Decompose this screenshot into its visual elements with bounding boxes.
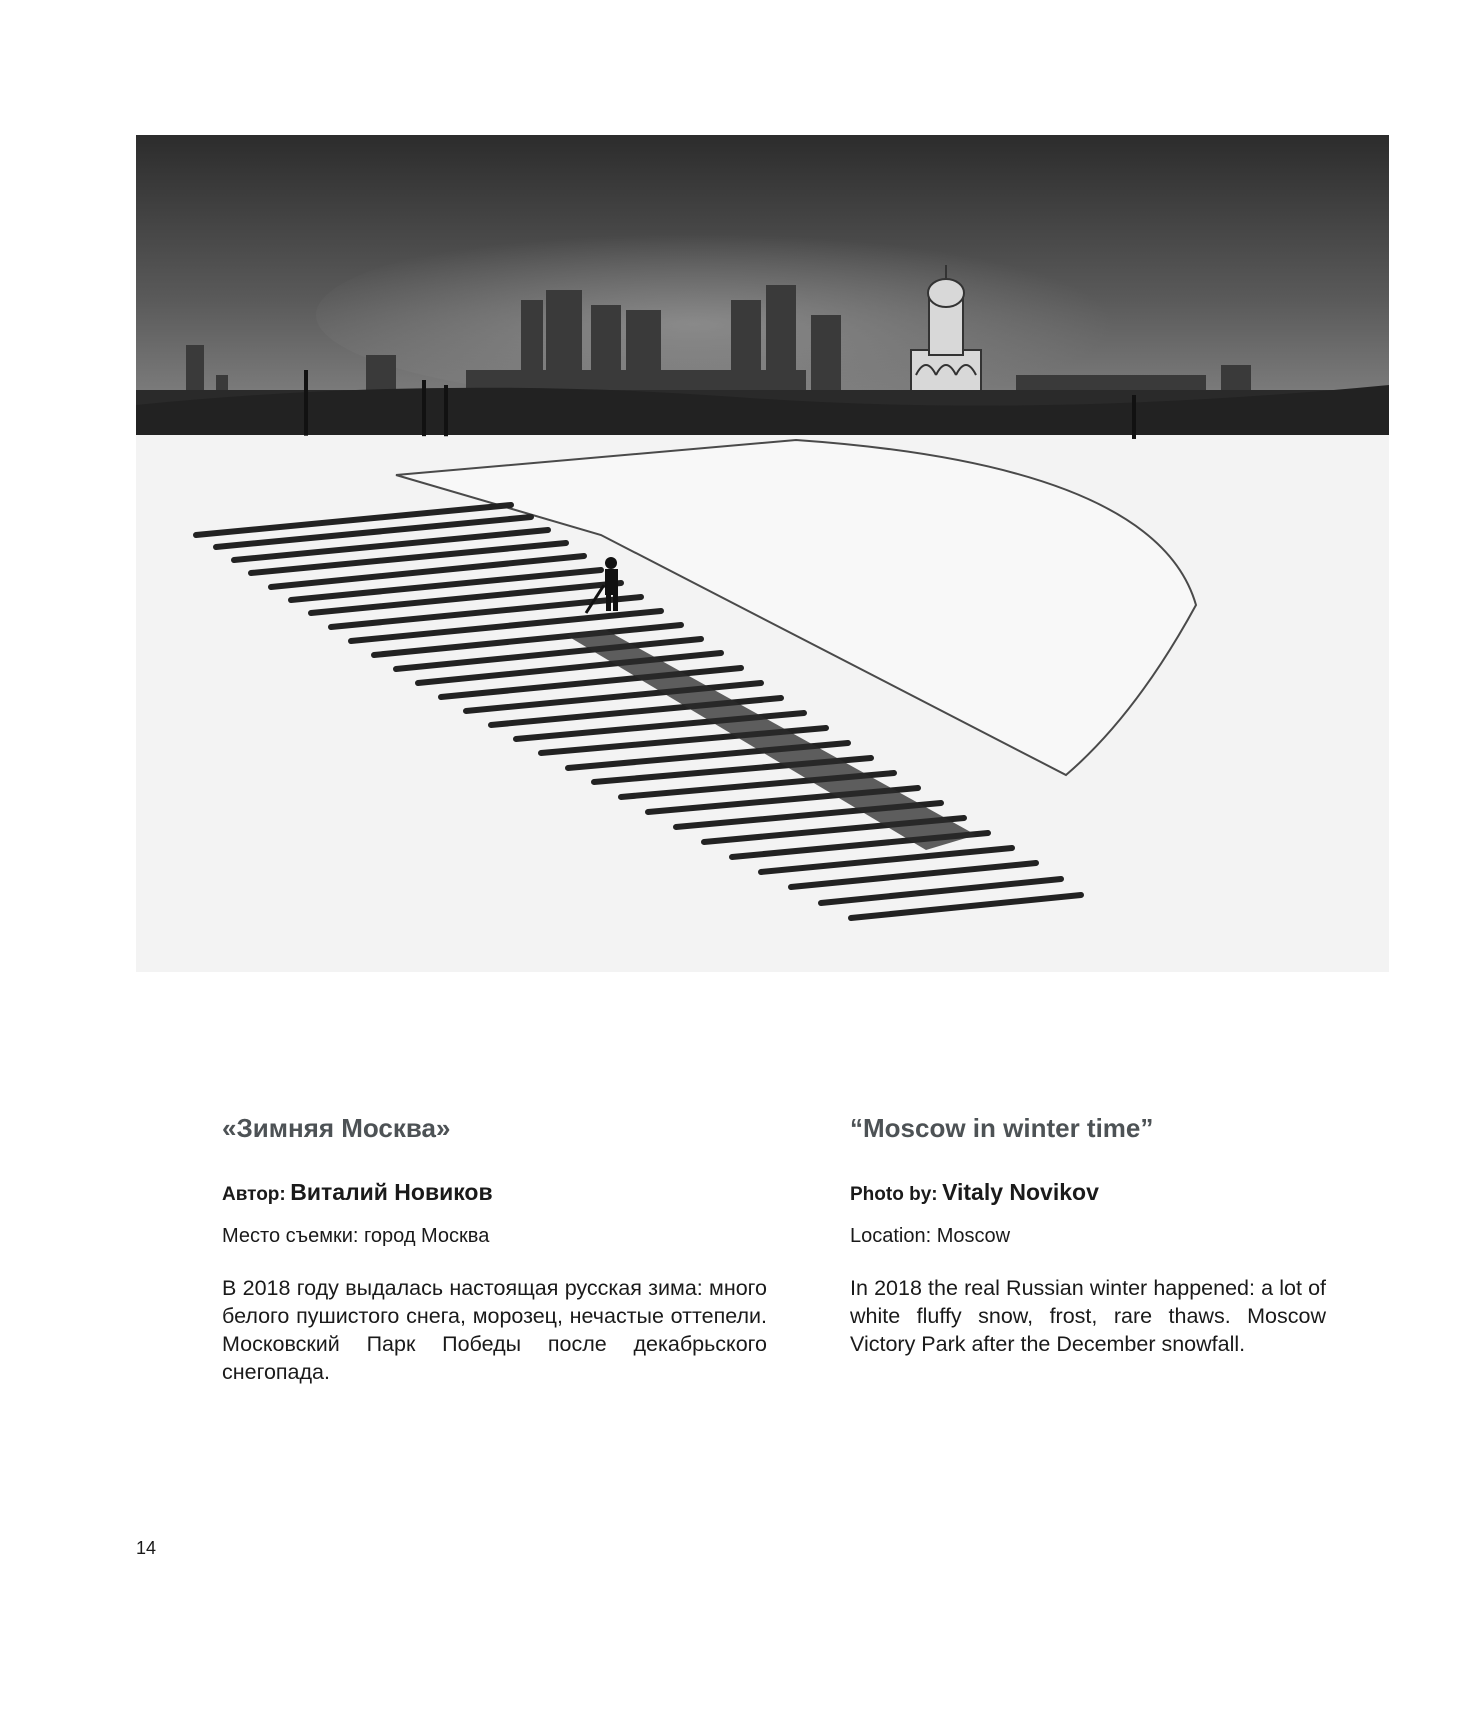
ru-title: «Зимняя Москва» — [222, 1113, 451, 1143]
en-author-name: Vitaly Novikov — [942, 1179, 1099, 1205]
ru-description: В 2018 году выдалась настоящая русская зима: много белого пушистого снега, морозец, нечастые оттепели. Московский Парк Победы после декабрьского снегопада. — [222, 1276, 767, 1384]
ru-author-label: Автор: — [222, 1184, 286, 1205]
en-title: “Moscow in winter time” — [850, 1113, 1154, 1143]
english-caption — [850, 1112, 1326, 1358]
ru-author — [222, 1177, 767, 1211]
russian-caption — [222, 1112, 767, 1386]
en-location: Location: Moscow — [850, 1225, 1011, 1247]
photo-image — [136, 135, 1389, 972]
ru-author-name: Виталий Новиков — [290, 1179, 493, 1205]
en-description: In 2018 the real Russian winter happened: a lot of white fluffy snow, frost, rare thaws. Moscow Victory Park after the December snowfall. — [850, 1276, 1326, 1356]
en-author-label: Photo by: — [850, 1184, 938, 1205]
winter-moscow-photo — [136, 135, 1389, 972]
en-author — [850, 1177, 1326, 1211]
ru-location: Место съемки: город Москва — [222, 1225, 490, 1247]
page-number: 14 — [136, 1538, 157, 1558]
